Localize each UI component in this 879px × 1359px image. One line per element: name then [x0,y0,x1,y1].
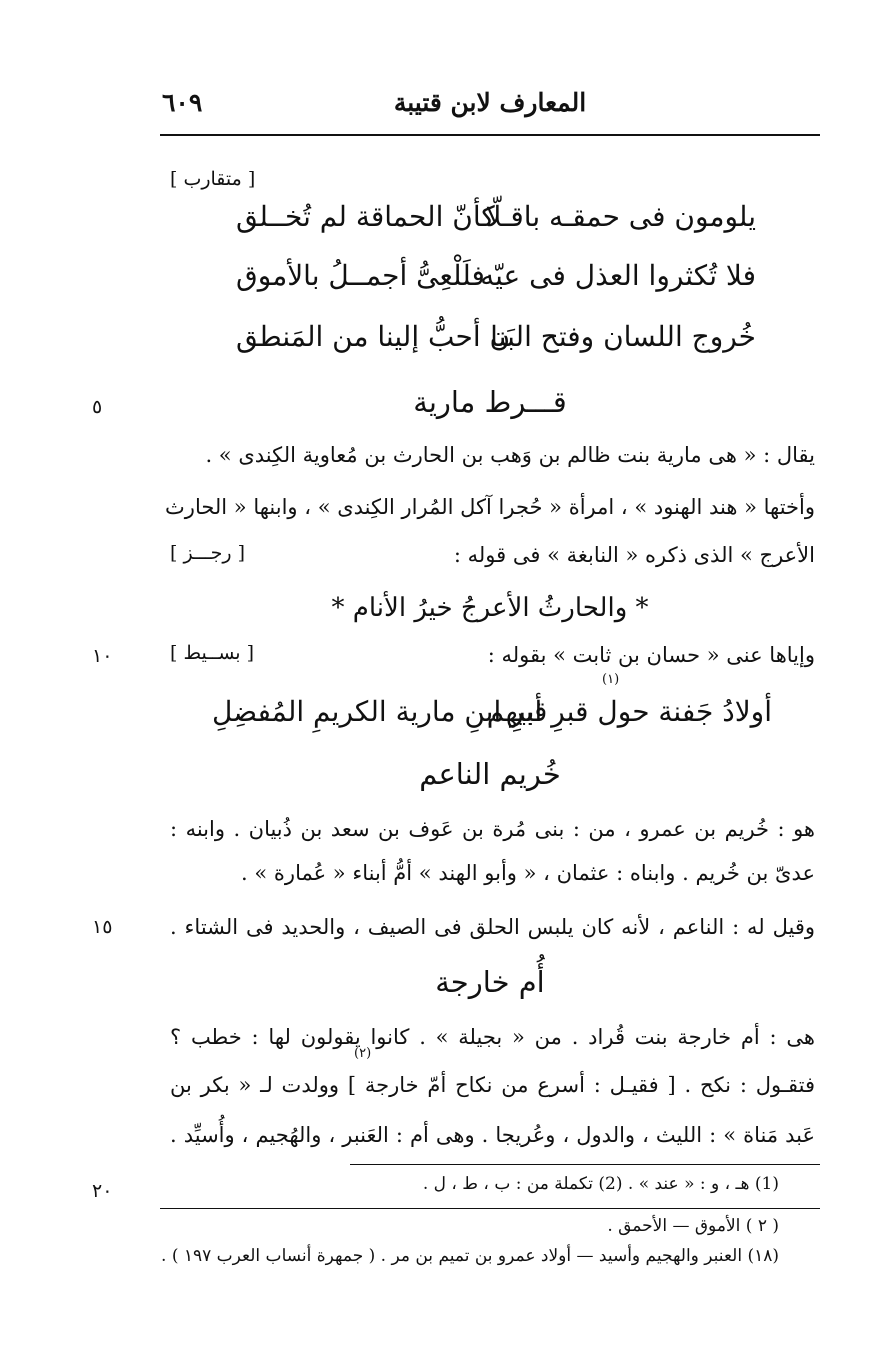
text-line: هى : أم خارجة بنت قُراد . من « بجيلة » . كانوا يقولون لها : خطب ؟ [170,1025,815,1049]
text-line: وأختها « هند الهنود » ، امرأة « حُجرا آكل المُرار الكِندى » ، وابنها « الحارث [165,495,815,519]
footnote-marker: (١) [602,672,620,687]
verse-second-hemistich: فلَلْعِىُّ أجمــلُ بالأموق [236,259,485,292]
verse-second-hemistich: كأنّ الحماقة لم تُخــلق [236,200,495,233]
running-header [160,88,820,128]
section-heading: قـــرط مارية [413,385,567,419]
verse-first-hemistich: أولادُ جَفنة حول قبرِ أبيهم [486,695,772,728]
running-title: المعارف لابن قتيبة [393,88,587,117]
section-heading: خُريم الناعم [419,757,561,791]
rajaz-verse: * والحارثُ الأعرجُ خيرُ الأنام * [331,593,649,623]
page-number: ٦٠٩ [162,88,203,117]
text-line: الأعرج » الذى ذكره « النابغة » فى قوله : [453,543,815,567]
footnote-commentary: (١٨) العنبر والهجيم وأسيد — أولاد عمرو بن تميم بن مر . ( جمهرة أنساب العرب ١٩٧ ) . [161,1246,779,1266]
text-line: عَبد مَناة » : الليث ، والدول ، وعُريجا . وهى أم : العَنبر ، والهُجيم ، وأُسيِّد . [170,1123,815,1147]
footnote-marker: (٢) [354,1046,372,1061]
text-line: وقيل له : الناعم ، لأنه كان يلبس الحلق فى الصيف ، والحديد فى الشتاء . [170,915,815,939]
footnote-commentary: ( ٢ ) الأموق — الأحمق . [607,1216,779,1236]
verse-line [236,254,756,298]
verse-second-hemistich: قبرِ ابنِ مارية الكريمِ المُفضِلِ [212,695,548,728]
text-line: وإياها عنى « حسان بن ثابت » بقوله : [487,643,815,667]
text-line: يقال : « هى مارية بنت ظالم بن وَهب بن الحارث بن مُعاوية الكِندى » . [205,443,815,467]
margin-line-number: ٢٠ [92,1180,113,1202]
meter-label-mutaqarib: [ متقارب ] [170,168,256,190]
footnote-rule [350,1164,820,1165]
margin-line-number: ٥ [92,396,103,418]
text-line: فتقـول : نكح . [ فقيـل : أسرع من نكاح أمّ خارجة ] وولدت لـ « بكر بن [170,1073,815,1097]
verse-second-hemistich: ن أحبُّ إلينا من المَنطق [236,320,511,353]
commentary-rule [160,1208,820,1209]
margin-line-number: ١٠ [92,645,113,667]
footnote-variants: (1) هـ ، و : « عند » . (2) تكملة من : ب ، ط ، ل . [422,1174,779,1194]
verse-first-hemistich: فلا تُكثروا العذل فى عيّه [480,259,756,292]
meter-label-basit: [ بســيط ] [170,642,255,664]
verse-line [236,315,756,359]
text-line: عدىّ بن خُريم . وابناه : عثمان ، « وأبو الهند » أمُّ أبناء « عُمارة » . [241,861,815,885]
text-line: هو : خُريم بن عمرو ، من : بنى مُرة بن عَوف بن سعد بن ذُبيان . وابنه : [170,817,815,841]
verse-first-hemistich: خُروج اللسان وفتح البَنا [490,320,756,353]
verse-line [236,195,756,239]
verse-line [212,690,772,734]
meter-label-rajaz: [ رجـــز ] [170,542,246,564]
section-heading: أُم خارجة [435,965,545,999]
margin-line-number: ١٥ [92,916,113,938]
header-rule [160,134,820,136]
verse-first-hemistich: يلومون فى حمقـه باقـلّا [485,200,756,233]
